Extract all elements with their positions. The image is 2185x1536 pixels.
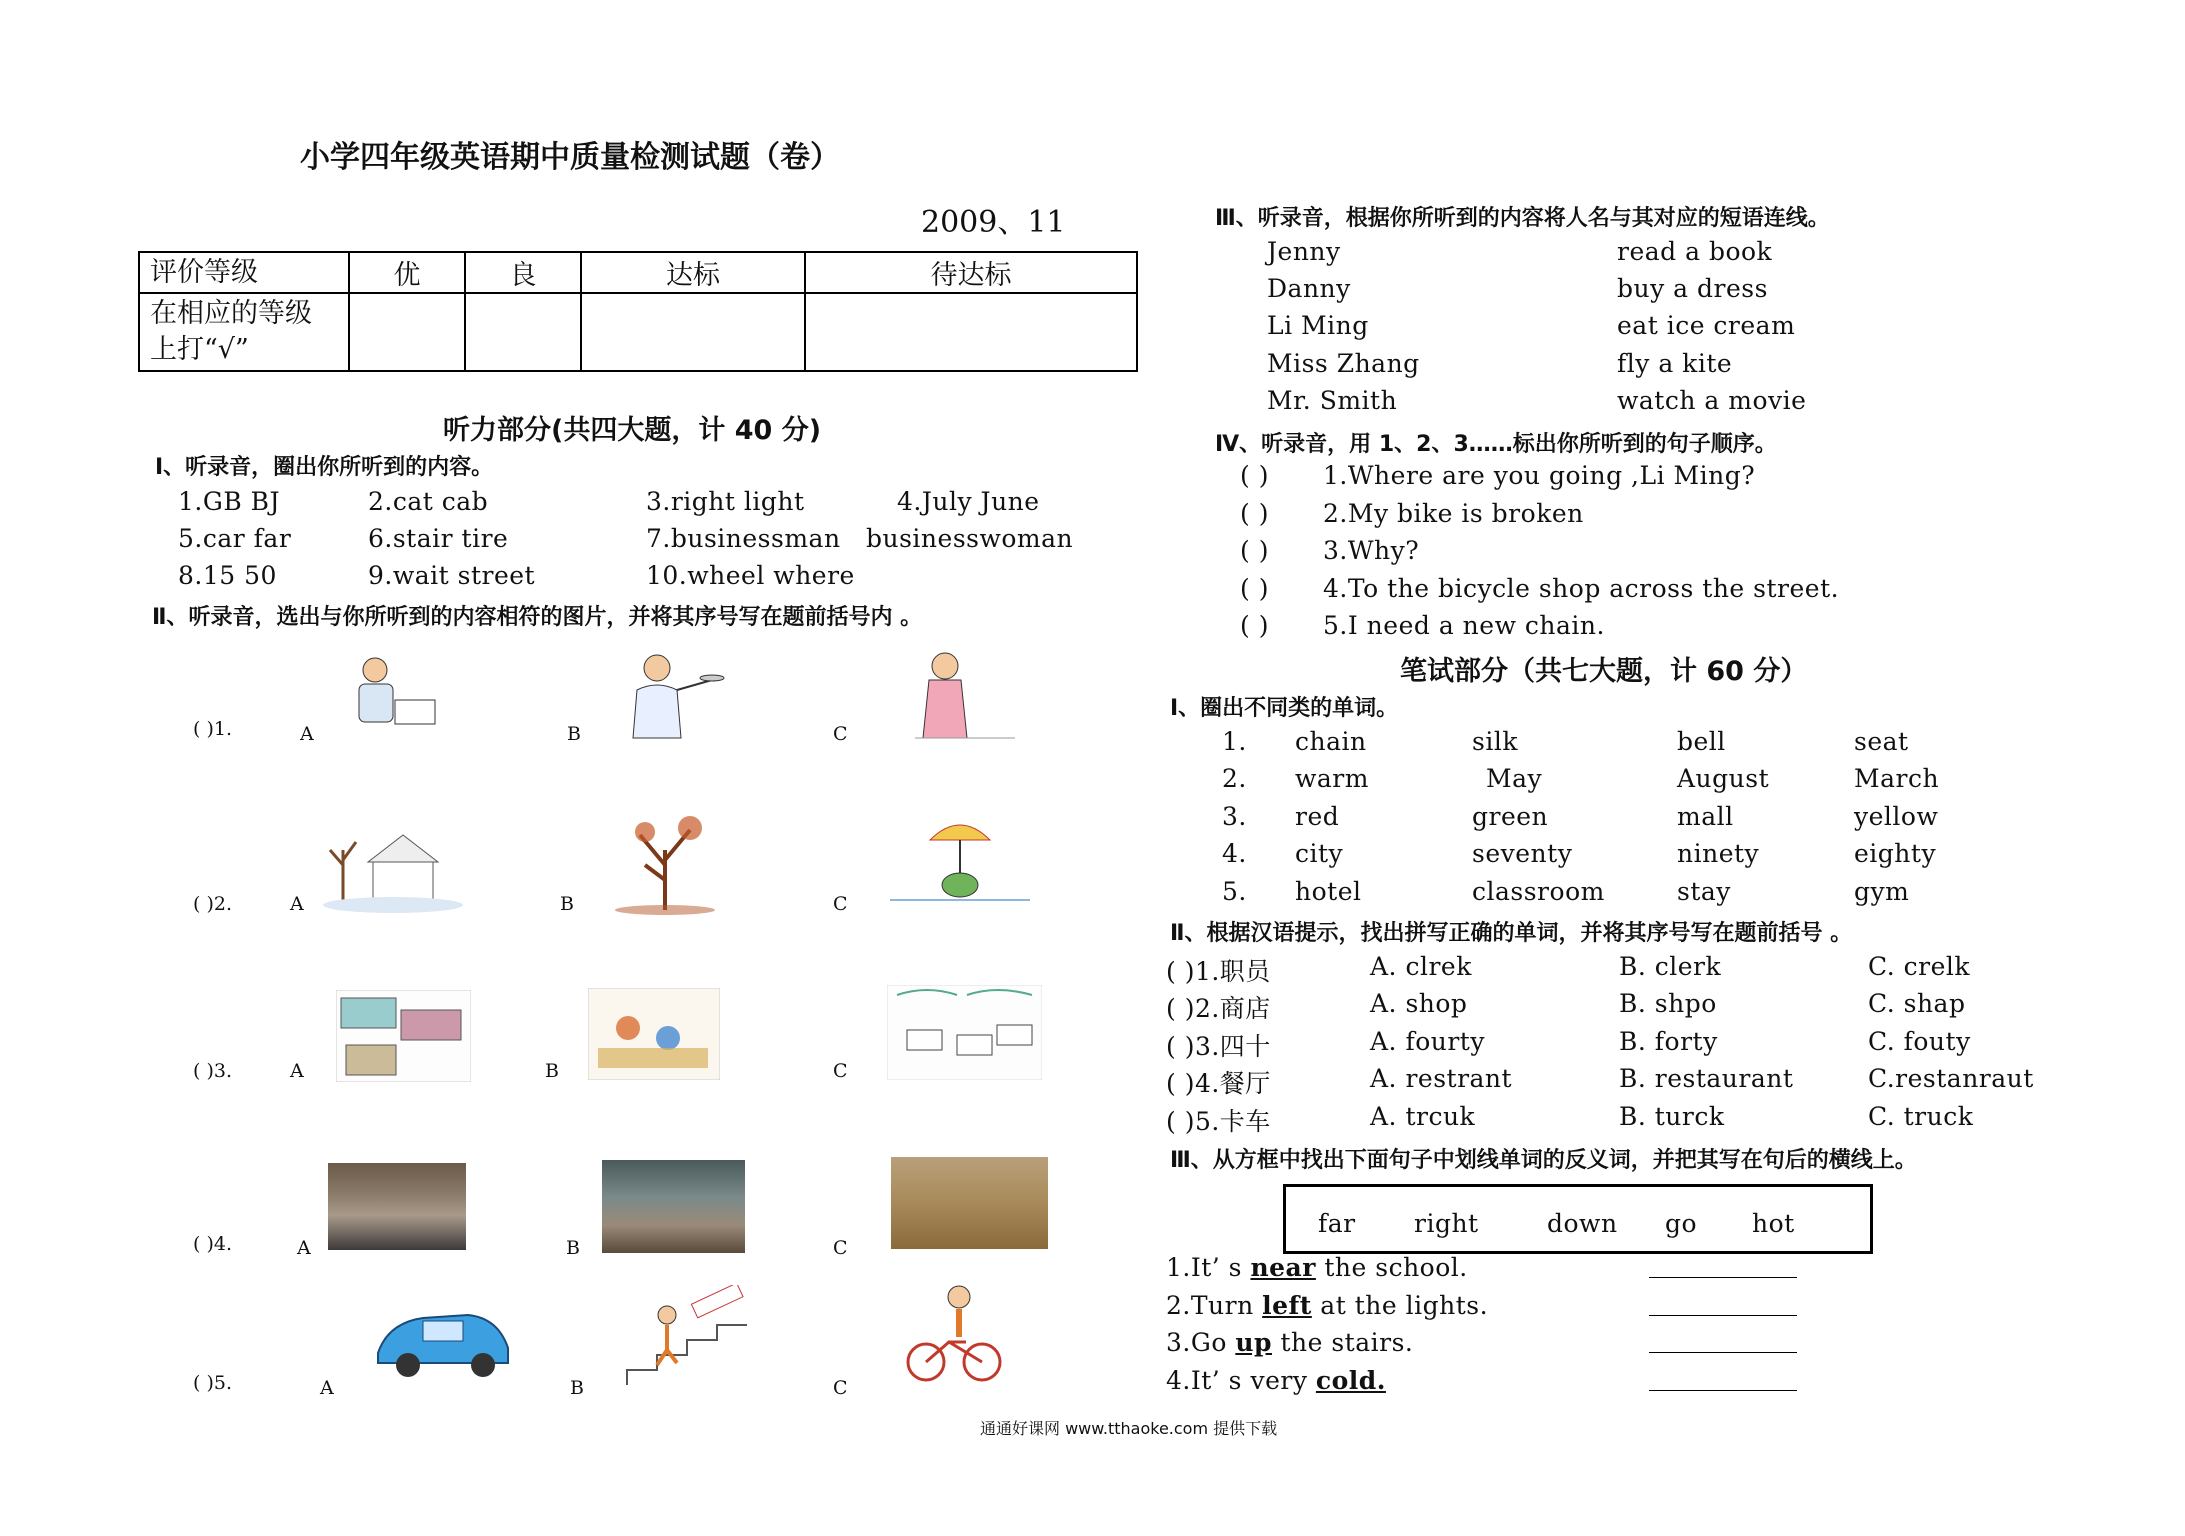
option-c: C. shap	[1868, 989, 1966, 1018]
row-number: 2.	[1222, 764, 1247, 793]
sentence-item: 5.I need a new chain.	[1323, 611, 1605, 640]
grade-instruction-line1: 在相应的等级	[150, 298, 312, 329]
street-market-picture	[588, 988, 720, 1080]
list-item: 8.15 50	[178, 561, 277, 590]
restaurant-picture	[887, 985, 1042, 1080]
list-item: 2.cat cab	[368, 487, 489, 516]
woman-picture	[905, 648, 1020, 743]
list-item: 7.businessman	[646, 524, 841, 553]
option-b: B. restaurant	[1619, 1064, 1794, 1093]
word-item: bell	[1677, 727, 1726, 756]
grade-header-3: 达标	[581, 252, 805, 293]
classroom-photo	[602, 1160, 745, 1253]
question-number: ( )1.	[193, 718, 232, 740]
word-item: August	[1677, 764, 1770, 793]
option-label: A	[300, 723, 314, 745]
sentence-item: 2.My bike is broken	[1323, 499, 1584, 528]
footer-credit: 通通好课网 www.tthaoke.com 提供下载	[980, 1419, 1278, 1438]
word-item: seat	[1854, 727, 1909, 756]
row-number: 4.	[1222, 839, 1247, 868]
word-item: yellow	[1854, 802, 1939, 831]
bicycle-picture	[904, 1282, 1004, 1384]
sentence-pre: 3.Go	[1166, 1328, 1236, 1357]
answer-bracket[interactable]: ( )	[1240, 461, 1269, 490]
grade-header-1: 优	[349, 252, 465, 293]
word-item: seventy	[1472, 839, 1573, 868]
listening-q2-heading: Ⅱ、听录音，选出与你所听到的内容相符的图片，并将其序号写在题前括号内 。	[152, 605, 923, 630]
box-word: down	[1547, 1209, 1618, 1238]
word-item: March	[1854, 764, 1940, 793]
stairs-picture	[607, 1285, 757, 1390]
option-c: C. crelk	[1868, 952, 1971, 981]
sentence-post: the school.	[1315, 1253, 1468, 1282]
list-item: businesswoman	[866, 524, 1074, 553]
answer-bracket[interactable]: ( )	[1240, 611, 1269, 640]
sentence-pre: 4.It’ s very	[1166, 1366, 1316, 1395]
winter-house-picture	[318, 820, 468, 915]
grade-header-0: 评价等级	[139, 252, 349, 293]
list-item: 3.right light	[646, 487, 805, 516]
underlined-word: cold.	[1315, 1366, 1386, 1395]
option-label: C	[833, 1237, 848, 1259]
option-b: B. turck	[1619, 1102, 1725, 1131]
list-item: 5.car far	[178, 524, 292, 553]
answer-blank[interactable]	[1649, 1255, 1797, 1282]
list-item: 1.GB BJ	[178, 487, 281, 516]
listening-q4-heading: Ⅳ、听录音，用 1、2、3……标出你所听到的句子顺序。	[1215, 432, 1777, 457]
word-item: red	[1295, 802, 1340, 831]
box-word: far	[1318, 1209, 1356, 1238]
option-a: A. clrek	[1370, 952, 1472, 981]
list-item: 6.stair tire	[368, 524, 509, 553]
grade-cell[interactable]	[581, 293, 805, 371]
autumn-tree-picture	[605, 810, 725, 915]
word-item: ninety	[1677, 839, 1760, 868]
option-label: A	[290, 893, 304, 915]
page-title: 小学四年级英语期中质量检测试题（卷）	[300, 140, 840, 175]
sentence-pre: 2.Turn	[1166, 1291, 1263, 1320]
answer-bracket[interactable]: ( )	[1240, 574, 1269, 603]
name-item: Danny	[1267, 274, 1351, 303]
answer-bracket[interactable]: ( )	[1240, 499, 1269, 528]
antonym-sentence-2	[1166, 1291, 1488, 1320]
option-a: A. trcuk	[1370, 1102, 1476, 1131]
box-word: right	[1414, 1209, 1479, 1238]
answer-blank[interactable]	[1649, 1368, 1797, 1395]
phrase-item: fly a kite	[1617, 349, 1733, 378]
question-prompt[interactable]: ( )5.卡车	[1166, 1107, 1271, 1136]
option-b: B. shpo	[1619, 989, 1717, 1018]
phrase-item: read a book	[1617, 237, 1773, 266]
answer-blank[interactable]	[1649, 1293, 1797, 1320]
sentence-item: 1.Where are you going ,Li Ming?	[1323, 461, 1756, 490]
phrase-item: eat ice cream	[1617, 311, 1796, 340]
grade-table	[138, 251, 1138, 372]
option-label: A	[297, 1237, 311, 1259]
writing-q2-heading: Ⅱ、根据汉语提示，找出拼写正确的单词，并将其序号写在题前括号 。	[1170, 921, 1853, 946]
word-item: May	[1486, 764, 1543, 793]
name-item: Li Ming	[1267, 311, 1369, 340]
box-word: go	[1665, 1209, 1698, 1238]
answer-bracket[interactable]: ( )	[1240, 536, 1269, 565]
option-label: A	[320, 1377, 334, 1399]
listening-q1-heading: Ⅰ、听录音，圈出你所听到的内容。	[155, 455, 494, 480]
option-label: B	[566, 1237, 580, 1259]
library-photo	[328, 1163, 466, 1250]
row-number: 5.	[1222, 877, 1247, 906]
list-item: 10.wheel where	[646, 561, 855, 590]
sentence-post: the stairs.	[1272, 1328, 1414, 1357]
word-item: stay	[1677, 877, 1731, 906]
word-item: classroom	[1472, 877, 1605, 906]
phrase-item: buy a dress	[1617, 274, 1768, 303]
question-number: ( )5.	[193, 1372, 232, 1394]
list-item: 4.July June	[897, 487, 1040, 516]
answer-blank[interactable]	[1649, 1330, 1797, 1357]
sentence-item: 3.Why?	[1323, 536, 1420, 565]
listening-q3-heading: Ⅲ、听录音，根据你所听到的内容将人名与其对应的短语连线。	[1215, 206, 1830, 231]
grade-cell[interactable]	[465, 293, 581, 371]
row-number: 1.	[1222, 727, 1247, 756]
grade-cell[interactable]	[805, 293, 1137, 371]
option-a: A. restrant	[1370, 1064, 1513, 1093]
grade-header-2: 良	[465, 252, 581, 293]
exam-date: 2009、11	[921, 205, 1066, 240]
option-label: C	[833, 893, 848, 915]
writing-q3-heading: Ⅲ、从方框中找出下面句子中划线单词的反义词，并把其写在句后的横线上。	[1170, 1148, 1917, 1173]
grade-header-4: 待达标	[805, 252, 1137, 293]
rain-umbrella-picture	[885, 810, 1035, 910]
option-label: C	[833, 1060, 848, 1082]
option-a: A. shop	[1370, 989, 1468, 1018]
option-b: B. clerk	[1619, 952, 1722, 981]
row-number: 3.	[1222, 802, 1247, 831]
sentence-item: 4.To the bicycle shop across the street.	[1323, 574, 1840, 603]
name-item: Mr. Smith	[1267, 386, 1398, 415]
question-prompt[interactable]: ( )4.餐厅	[1166, 1069, 1271, 1098]
writing-heading: 笔试部分（共七大题，计 60 分）	[1400, 656, 1808, 687]
sentence-pre: 1.It’ s	[1166, 1253, 1251, 1282]
option-b: B. forty	[1619, 1027, 1718, 1056]
box-word: hot	[1752, 1209, 1795, 1238]
sentence-post: at the lights.	[1311, 1291, 1489, 1320]
name-item: Miss Zhang	[1267, 349, 1420, 378]
question-number: ( )4.	[193, 1233, 232, 1255]
grade-instruction	[139, 293, 349, 371]
list-item: 9.wait street	[368, 561, 536, 590]
word-item: chain	[1295, 727, 1367, 756]
listening-heading: 听力部分(共四大题，计 40 分)	[443, 415, 822, 446]
antonym-sentence-4	[1166, 1366, 1386, 1395]
word-item: green	[1472, 802, 1549, 831]
question-prompt[interactable]: ( )3.四十	[1166, 1032, 1271, 1061]
car-picture	[368, 1293, 518, 1383]
option-a: A. fourty	[1370, 1027, 1485, 1056]
option-label: B	[570, 1377, 584, 1399]
option-label: B	[560, 893, 574, 915]
gym-photo	[891, 1157, 1048, 1249]
option-label: C	[833, 723, 848, 745]
question-prompt[interactable]: ( )1.职员	[1166, 957, 1271, 986]
grade-cell[interactable]	[349, 293, 465, 371]
writing-q1-heading: Ⅰ、圈出不同类的单词。	[1170, 696, 1399, 721]
question-number: ( )3.	[193, 1060, 232, 1082]
word-item: city	[1295, 839, 1344, 868]
word-item: silk	[1472, 727, 1518, 756]
underlined-word: left	[1262, 1291, 1312, 1320]
antonym-sentence-1	[1166, 1253, 1468, 1282]
option-label: C	[833, 1377, 848, 1399]
name-item: Jenny	[1267, 237, 1341, 266]
option-c: C. fouty	[1868, 1027, 1971, 1056]
clerk-picture	[345, 652, 445, 737]
waitress-picture	[617, 650, 727, 740]
option-c: C. truck	[1868, 1102, 1974, 1131]
phrase-item: watch a movie	[1617, 386, 1807, 415]
antonym-sentence-3	[1166, 1328, 1413, 1357]
word-item: eighty	[1854, 839, 1937, 868]
option-label: B	[545, 1060, 559, 1082]
underlined-word: up	[1235, 1328, 1272, 1357]
grade-instruction-line2: 上打“√”	[150, 334, 249, 365]
shop-shelves-picture	[336, 990, 471, 1082]
option-label: A	[290, 1060, 304, 1082]
question-prompt[interactable]: ( )2.商店	[1166, 994, 1271, 1023]
option-c: C.restanraut	[1868, 1064, 2034, 1093]
word-item: mall	[1677, 802, 1734, 831]
question-number: ( )2.	[193, 893, 232, 915]
option-label: B	[567, 723, 581, 745]
word-item: gym	[1854, 877, 1910, 906]
word-item: hotel	[1295, 877, 1362, 906]
underlined-word: near	[1250, 1253, 1316, 1282]
word-item: warm	[1295, 764, 1369, 793]
